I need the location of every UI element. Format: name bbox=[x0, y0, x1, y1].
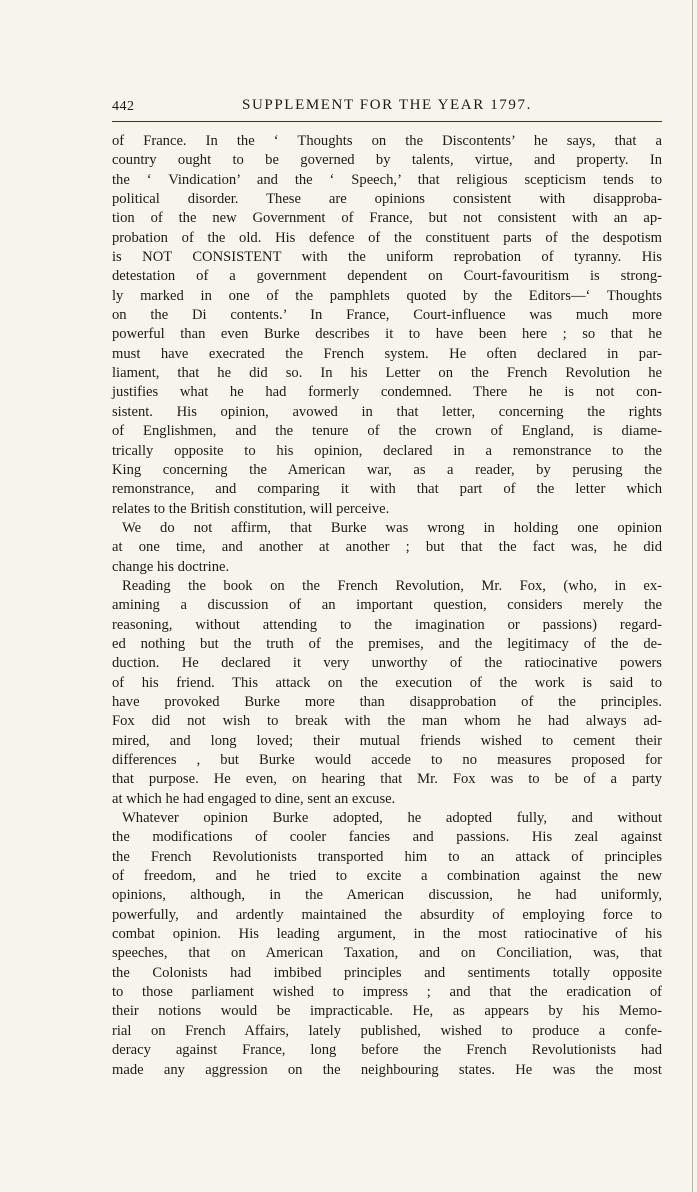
text-line: the modifications of cooler fancies and passions. His zeal against bbox=[112, 829, 662, 846]
text-line: deracy against France, long before the French Revolutionists had bbox=[112, 1042, 662, 1059]
text-line: probation of the old. His defence of the constituent parts of the despotism bbox=[112, 229, 662, 246]
text-line: at which he had engaged to dine, sent an excuse. bbox=[112, 790, 396, 807]
text-line: powerfully, and ardently maintained the absurdity of employing force to bbox=[112, 906, 662, 923]
text-line: of freedom, and he tried to excite a combination against the new bbox=[112, 868, 662, 885]
text-line: reasoning, without attending to the imagination or passions) regard- bbox=[112, 616, 662, 633]
text-line: must have execrated the French system. He often declared in par- bbox=[112, 345, 662, 362]
header-rule bbox=[112, 121, 662, 122]
text-line: of France. In the ‘ Thoughts on the Discontents’ he says, that a bbox=[112, 133, 662, 149]
text-line: Reading the book on the French Revolution, Mr. Fox, (who, in ex- bbox=[122, 577, 662, 594]
text-line: opinions, although, in the American discussion, he had uniformly, bbox=[112, 887, 662, 904]
text-line: rial on French Affairs, lately published, wished to produce a confe- bbox=[112, 1022, 662, 1039]
text-line: differences , but Burke would accede to no measures proposed for bbox=[112, 752, 662, 768]
text-line: political disorder. These are opinions consistent with disapproba- bbox=[112, 191, 662, 208]
page-edge-rule bbox=[692, 0, 693, 1192]
text-line: powerful than even Burke describes it to have been here ; so that he bbox=[112, 326, 662, 343]
text-line: speeches, that on American Taxation, and on Conciliation, was, that bbox=[112, 945, 662, 962]
text-line: the French Revolutionists transported him to an attack of principles bbox=[112, 848, 662, 865]
text-line: mired, and long loved; their mutual friends wished to cement their bbox=[112, 732, 662, 749]
text-line: on the Di contents.’ In France, Court-influence was much more bbox=[112, 307, 662, 324]
text-line: made any aggression on the neighbouring states. He was the most bbox=[112, 1061, 662, 1078]
text-line: have provoked Burke more than disapprobation of the principles. bbox=[112, 693, 662, 710]
text-line: relates to the British constitution, will perceive. bbox=[112, 500, 390, 517]
text-line: is NOT CONSISTENT with the uniform reprobation of tyranny. His bbox=[112, 249, 662, 266]
page-header bbox=[112, 94, 662, 122]
text-line: change his doctrine. bbox=[112, 558, 230, 575]
text-line: that purpose. He even, on hearing that Mr. Fox was to be of a party bbox=[112, 771, 662, 788]
text-line: the ‘ Vindication’ and the ‘ Speech,’ that religious scepticism tends to bbox=[112, 171, 662, 188]
text-line: amining a discussion of an important question, considers merely the bbox=[112, 597, 662, 614]
text-line: ed nothing but the truth of the premises, and the legitimacy of the de- bbox=[112, 635, 662, 652]
text-line: to those parliament wished to impress ; and that the eradication of bbox=[112, 984, 662, 1001]
document-page bbox=[112, 94, 662, 1080]
text-line: their notions would be impracticable. He, as appears by his Memo- bbox=[112, 1003, 662, 1020]
text-line: country ought to be governed by talents, virtue, and property. In bbox=[112, 152, 662, 169]
text-line: of his friend. This attack on the execution of the work is said to bbox=[112, 674, 662, 691]
page-number: 442 bbox=[112, 99, 135, 114]
text-line: of Englishmen, and the tenure of the crown of England, is diame- bbox=[112, 423, 662, 440]
text-line: sistent. His opinion, avowed in that letter, concerning the rights bbox=[112, 403, 662, 420]
text-line: the Colonists had imbibed principles and sentiments totally opposite bbox=[112, 964, 662, 981]
running-head: SUPPLEMENT FOR THE YEAR 1797. bbox=[242, 97, 532, 113]
text-line: duction. He declared it very unworthy of the ratiocinative powers bbox=[112, 655, 662, 672]
text-line: liament, that he did so. In his Letter on the French Revolution he bbox=[112, 365, 662, 382]
text-line: trically opposite to his opinion, declared in a remonstrance to the bbox=[112, 442, 662, 459]
text-line: combat opinion. His leading argument, in the most ratiocinative of his bbox=[112, 926, 662, 943]
text-line: tion of the new Government of France, but not consistent with an ap- bbox=[112, 210, 662, 227]
text-line: We do not affirm, that Burke was wrong in holding one opinion bbox=[122, 519, 662, 536]
text-line: remonstrance, and comparing it with that part of the letter which bbox=[112, 481, 662, 498]
text-line: Whatever opinion Burke adopted, he adopted fully, and without bbox=[122, 810, 662, 827]
text-line: detestation of a government dependent on Court-favouritism is strong- bbox=[112, 268, 662, 285]
text-line: at one time, and another at another ; but that the fact was, he did bbox=[112, 539, 662, 556]
body-text bbox=[112, 132, 662, 1080]
text-line: justifies what he had formerly condemned. There he is not con- bbox=[112, 384, 662, 401]
text-line: King concerning the American war, as a reader, by perusing the bbox=[112, 461, 662, 478]
text-line: ly marked in one of the pamphlets quoted by the Editors—‘ Thoughts bbox=[112, 287, 662, 304]
text-line: Fox did not wish to break with the man whom he had always ad- bbox=[112, 713, 662, 730]
